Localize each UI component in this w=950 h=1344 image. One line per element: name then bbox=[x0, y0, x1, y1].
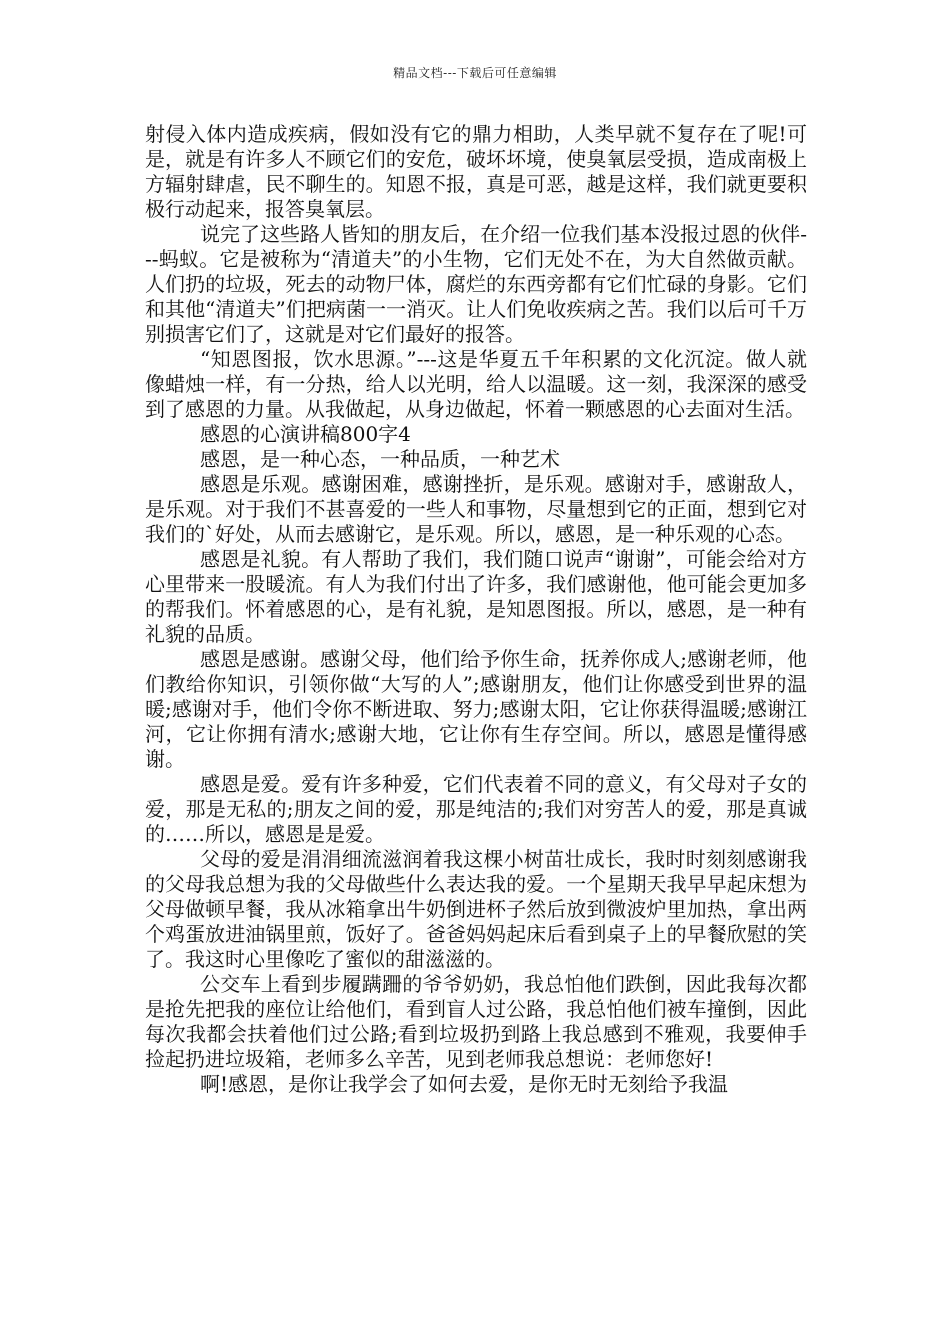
paragraph: 啊!感恩，是你让我学会了如何去爱，是你无时无刻给予我温 bbox=[200, 1072, 729, 1096]
paragraph: 公交车上看到步履蹒跚的爷爷奶奶，我总怕他们跌倒，因此我每次都是抢先把我的座位让给他们，看到盲人过公路，我总怕他们被车撞倒，因此每次我都会扶着他们过公路;看到垃圾扔到路上我总感到不雅观，我要伸手捡起扔进垃圾箱，老师多么辛苦，见到老师我总想说：老师您好! bbox=[145, 972, 807, 1071]
page-header: 精品文档---下载后可任意编辑 bbox=[393, 66, 557, 80]
paragraph: 感恩，是一种心态，一种品质，一种艺术 bbox=[200, 447, 560, 471]
paragraph: “知恩图报，饮水思源。”---这是华夏五千年积累的文化沉淀。做人就像蜡烛一样，有一分热，给人以光明，给人以温暖。这一刻，我深深的感受到了感恩的力量。从我做起，从身边做起，怀着一颗感恩的心去面对生活。 bbox=[145, 347, 807, 421]
document-body bbox=[145, 122, 807, 1097]
paragraph: 说完了这些路人皆知的朋友后，在介绍一位我们基本没报过恩的伙伴---蚂蚁。它是被称为“清道夫”的小生物，它们无处不在，为大自然做贡献。人们扔的垃圾，死去的动物尸体，腐烂的东西旁都有它们忙碌的身影。它们和其他“清道夫”们把病菌一一消灭。让人们免收疾病之苦。我们以后可千万别损害它们了，这就是对它们最好的报答。 bbox=[145, 222, 807, 346]
paragraph: 射侵入体内造成疾病，假如没有它的鼎力相助，人类早就不复存在了呢!可是，就是有许多人不顾它们的安危，破坏坏境，使臭氧层受损，造成南极上方辐射肆虐，民不聊生的。知恩不报，真是可恶，越是这样，我们就更要积极行动起来，报答臭氧层。 bbox=[145, 122, 807, 221]
paragraph: 父母的爱是涓涓细流滋润着我这棵小树苗壮成长，我时时刻刻感谢我的父母我总想为我的父母做些什么表达我的爱。一个星期天我早早起床想为父母做顿早餐，我从冰箱拿出牛奶倒进杯子然后放到微波炉里加热，拿出两个鸡蛋放进油锅里煎，饭好了。爸爸妈妈起床后看到桌子上的早餐欣慰的笑了。我这时心里像吃了蜜似的甜滋滋的。 bbox=[145, 847, 807, 971]
section-title: 感恩的心演讲稿800字4 bbox=[200, 422, 411, 446]
paragraph: 感恩是礼貌。有人帮助了我们，我们随口说声“谢谢”，可能会给对方心里带来一股暖流。有人为我们付出了许多，我们感谢他，他可能会更加多的帮我们。怀着感恩的心，是有礼貌，是知恩图报。所以，感恩，是一种有礼貌的品质。 bbox=[145, 547, 807, 646]
paragraph: 感恩是乐观。感谢困难，感谢挫折，是乐观。感谢对手，感谢敌人，是乐观。对于我们不甚喜爱的一些人和事物，尽量想到它的正面，想到它对我们的`好处，从而去感谢它，是乐观。所以，感恩，是一种乐观的心态。 bbox=[145, 472, 807, 546]
paragraph: 感恩是爱。爱有许多种爱，它们代表着不同的意义，有父母对子女的爱，那是无私的;朋友之间的爱，那是纯洁的;我们对穷苦人的爱，那是真诚的……所以，感恩是是爱。 bbox=[145, 772, 807, 846]
paragraph: 感恩是感谢。感谢父母，他们给予你生命，抚养你成人;感谢老师，他们教给你知识，引领你做“大写的人”;感谢朋友，他们让你感受到世界的温暖;感谢对手，他们令你不断进取、努力;感谢太阳，它让你获得温暖;感谢江河，它让你拥有清水;感谢大地，它让你有生存空间。所以，感恩是懂得感谢。 bbox=[145, 647, 807, 771]
